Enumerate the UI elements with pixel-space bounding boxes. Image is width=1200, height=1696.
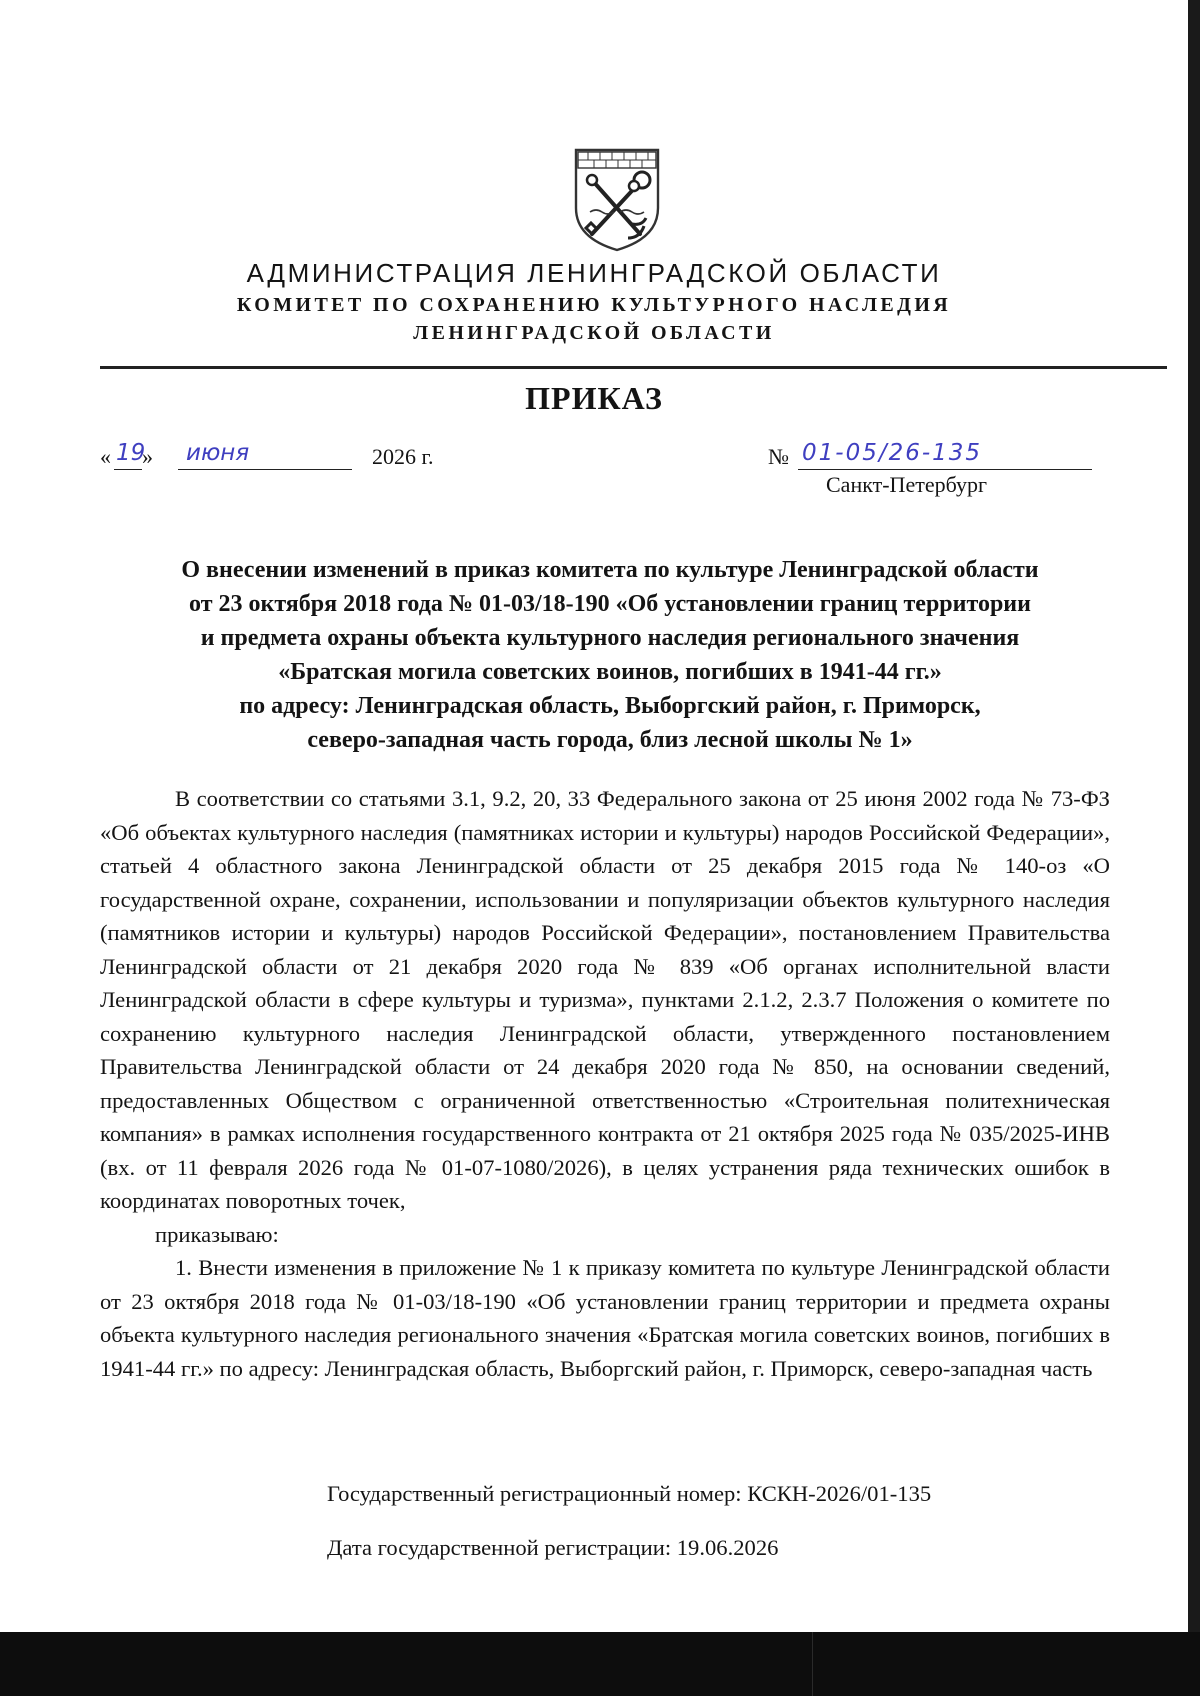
- date-month-handwritten: июня: [186, 440, 250, 466]
- order-date: [100, 440, 460, 474]
- order-word: приказываю:: [155, 1221, 279, 1247]
- scan-bottom-border: [0, 1632, 1200, 1696]
- subject-line: по адресу: Ленинградская область, Выборгский район, г. Приморск,: [239, 693, 981, 719]
- date-month-underline: [178, 469, 352, 470]
- header-divider: [100, 366, 1167, 369]
- number-underline: [798, 469, 1092, 470]
- scan-edge: [1188, 0, 1200, 1696]
- number-handwritten: 01-05/26-135: [802, 440, 983, 466]
- order-item-1: 1. Внести изменения в приложение № 1 к приказу комитета по культуре Ленинградской области от 23 октября 2018 года № 01-03/18-190 «Об установлении границ территории и предмета охраны объекта культурного наследия регионального значения «Братская могила советских воинов, погибших в 1941-44 гг.» по адресу: Ленинградская область, Выборгский район, г. Приморск, северо-западная часть: [100, 1255, 1110, 1381]
- preamble-paragraph: В соответствии со статьями 3.1, 9.2, 20, 33 Федерального закона от 25 июня 2002 года № 73-ФЗ «Об объектах культурного наследия (памятниках истории и культуры) народов Российской Федерации», статьей 4 областного закона Ленинградской области от 25 декабря 2015 года № 140-оз «О государственной охране, сохранении, использовании и популяризации объектов культурного наследия (памятников истории и культуры) народов Российской Федерации», постановлением Правительства Ленинградской области от 21 декабря 2020 года № 839 «Об органах исполнительной власти Ленинградской области в сфере культуры и туризма», пунктами 2.1.2, 2.3.7 Положения о комитете по сохранению культурного наследия Ленинградской области, утвержденного постановлением Правительства Ленинградской области от 24 декабря 2020 года № 850, на основании сведений, предоставленных Обществом с ограниченной ответственностью «Строительная политехническая компания» в рамках исполнения государственного контракта от 21 октября 2025 года № 035/2025-ИНВ (вх. от 11 февраля 2026 года № 01-07-1080/2026), в целях устранения ряда технических ошибок в координатах поворотных точек,: [100, 786, 1110, 1213]
- subject-line: от 23 октября 2018 года № 01-03/18-190 «Об установлении границ территории: [189, 591, 1031, 617]
- committee-name-line1: КОМИТЕТ ПО СОХРАНЕНИЮ КУЛЬТУРНОГО НАСЛЕДИЯ: [236, 294, 952, 316]
- coat-of-arms-icon: [570, 146, 664, 254]
- order-body: [100, 782, 1110, 1385]
- city-name: Санкт-Петербург: [826, 472, 987, 497]
- registration-date: Дата государственной регистрации: 19.06.2026: [327, 1535, 779, 1560]
- order-subject: [100, 553, 1120, 757]
- date-year: 2026 г.: [372, 444, 434, 469]
- order-number: [768, 440, 1108, 474]
- subject-line: «Братская могила советских воинов, погибших в 1941-44 гг.»: [278, 659, 942, 685]
- committee-name-line2: ЛЕНИНГРАДСКОЙ ОБЛАСТИ: [413, 322, 775, 344]
- registration-number: Государственный регистрационный номер: КСКН-2026/01-135: [327, 1481, 932, 1506]
- date-close-quote: »: [142, 444, 153, 469]
- document-title: ПРИКАЗ: [525, 380, 663, 416]
- number-sign: №: [768, 444, 789, 469]
- subject-line: и предмета охраны объекта культурного наследия регионального значения: [200, 625, 1020, 651]
- date-day-underline: [114, 469, 142, 470]
- administration-name: АДМИНИСТРАЦИЯ ЛЕНИНГРАДСКОЙ ОБЛАСТИ: [246, 258, 942, 288]
- scan-border-divider: [812, 1632, 813, 1696]
- date-day-handwritten: 19: [116, 440, 146, 466]
- date-open-quote: «: [100, 444, 111, 469]
- subject-line: северо-западная часть города, близ лесной школы № 1»: [307, 727, 913, 753]
- subject-line: О внесении изменений в приказ комитета по культуре Ленинградской области: [181, 557, 1039, 583]
